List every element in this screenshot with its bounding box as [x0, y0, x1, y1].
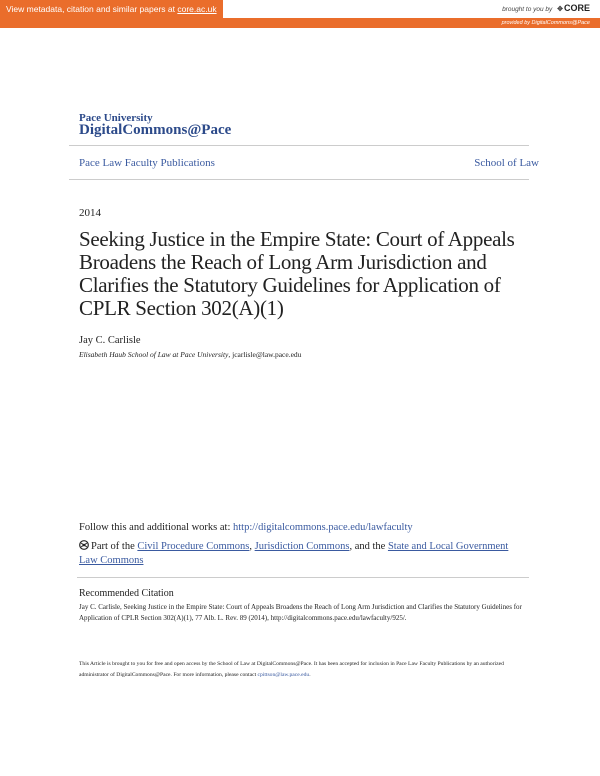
brought-by: [502, 3, 590, 13]
provided-by[interactable]: provided by DigitalCommons@Pace: [501, 20, 590, 26]
repository-name[interactable]: DigitalCommons@Pace: [79, 122, 232, 138]
author-name: Jay C. Carlisle: [79, 335, 141, 346]
contact-email[interactable]: cpittson@law.pace.edu: [257, 672, 310, 678]
divider: [77, 577, 529, 578]
institution: Elisabeth Haub School of Law at Pace University: [79, 350, 229, 359]
notice-end: .: [309, 672, 311, 678]
core-logo[interactable]: [557, 3, 590, 13]
and-the: , and the: [349, 541, 388, 552]
separator: ,: [249, 541, 255, 552]
notice-text: This Article is brought to you for free and open access by the School of Law at DigitalCommons@Pace. It has been accepted for inclusion in Pace Law Faculty Publications by an authorized administrator of DigitalCommons@Pace. For more information, please contact: [79, 661, 504, 678]
jurisdiction-link[interactable]: Jurisdiction Commons: [254, 541, 350, 552]
author-affiliation: [79, 350, 301, 359]
university-name: Pace University: [79, 112, 153, 124]
core-logo-icon: ✥: [557, 6, 563, 13]
divider: [69, 179, 529, 180]
citation-heading: Recommended Citation: [79, 588, 174, 599]
core-logo-text: CORE: [563, 3, 590, 13]
metadata-text: View metadata, citation and similar papers at: [6, 4, 178, 14]
core-banner: [0, 0, 600, 28]
civil-procedure-link[interactable]: Civil Procedure Commons: [137, 541, 250, 552]
collection-link[interactable]: Pace Law Faculty Publications: [79, 157, 215, 169]
core-link[interactable]: core.ac.uk: [177, 4, 217, 14]
follow-label: Follow this and additional works at:: [79, 522, 233, 533]
part-of-line: [79, 540, 529, 568]
brought-by-text: brought to you by: [502, 6, 553, 13]
author-email[interactable]: , jcarlisle@law.pace.edu: [228, 350, 302, 359]
lawfaculty-link[interactable]: http://digitalcommons.pace.edu/lawfaculty: [233, 522, 413, 533]
state-local-link[interactable]: State and Local Government Law Commons: [79, 541, 509, 566]
follow-line: [79, 522, 413, 533]
divider: [69, 145, 529, 146]
citation-text: Jay C. Carlisle, Seeking Justice in the Empire State: Court of Appeals Broadens the Reach of Long Arm Jurisdiction and Clarifies the Statutory Guidelines for Application of CPLR Section 302(A)(1), 77 Alb. L. Rev. 89 (2014), http://digitalcommons.pace.edu/lawfaculty/925/.: [79, 603, 522, 622]
article-title: Seeking Justice in the Empire State: Court of Appeals Broadens the Reach of Long Arm Jurisdiction and Clarifies the Statutory Guidelines for Application of CPLR Section 302(A)(1): [79, 227, 515, 320]
access-notice: [79, 659, 524, 681]
part-of-prefix: Part of the: [91, 541, 138, 552]
metadata-banner[interactable]: [0, 0, 223, 18]
school-link[interactable]: School of Law: [474, 157, 539, 169]
network-icon: [79, 540, 89, 550]
publication-year: 2014: [79, 207, 101, 219]
